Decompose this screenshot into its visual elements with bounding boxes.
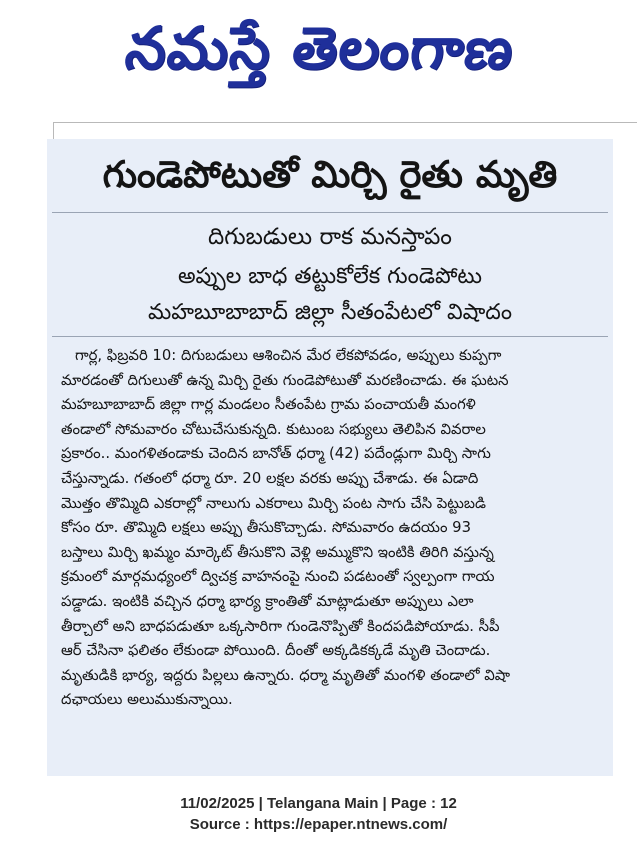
source-footer: [0, 793, 637, 835]
divider: [52, 336, 608, 337]
source-link[interactable]: Source : https://epaper.ntnews.com/: [189, 816, 448, 833]
publication-meta: 11/02/2025 | Telangana Main | Page : 12: [180, 795, 457, 812]
divider: [52, 212, 608, 213]
article-headline: గుండెపోటుతో మిర్చి రైతు మృతి: [102, 153, 558, 196]
article-subheading: [47, 259, 613, 331]
body-line: క్రమంలో మార్గమధ్యంలో ద్విచక్ర వాహనంపై నుంచి పడటంతో స్వల్పంగా గాయ: [61, 568, 495, 586]
body-line: చేస్తున్నాడు. గతంలో ధర్మా రూ. 20 లక్షల వరకు అప్పు చేశాడు. ఈ ఏడాది: [61, 469, 479, 487]
body-line: బస్తాలు మిర్చి ఖమ్మం మార్కెట్ తీసుకొని వెళ్లి అమ్ముకొని ఇంటికి తిరిగి వస్తున్న: [61, 543, 494, 561]
article-clipping: [47, 139, 613, 776]
body-line: దఛాయలు అలుముకున్నాయి.: [61, 691, 233, 709]
body-line: గార్ల, ఫిబ్రవరి 10: దిగుబడులు ఆశించిన మేర లేకపోవడం, అప్పులు కుప్పగా: [75, 347, 502, 364]
subheading-line: మహబూబాబాద్ జిల్లా సీతంపేటలో విషాదం: [148, 300, 512, 325]
body-line: మొత్తం తొమ్మిది ఎకరాల్లో నాలుగు ఎకరాలు మిర్చి పంట సాగు చేసి పెట్టుబడి: [61, 494, 486, 512]
body-line: కోసం రూ. తొమ్మిది లక్షలు అప్పు తీసుకొచ్చాడు. సోమవారం ఉదయం 93: [61, 519, 471, 537]
subheading-line: అప్పుల బాధ తట్టుకోలేక గుండెపోటు: [177, 264, 483, 289]
body-line: మహబూబాబాద్ జిల్లా గార్ల మండలం సీతంపేట గ్రామ పంచాయతీ మంగళి: [61, 396, 476, 414]
article-subheading: దిగుబడులు రాక మనస్తాపం: [208, 224, 452, 250]
article-body: [61, 344, 605, 713]
body-line: తండాలో సోమవారం చోటుచేసుకున్నది. కుటుంబ సభ్యులు తెలిపిన వివరాల: [61, 420, 486, 438]
masthead: [0, 0, 637, 110]
divider: [53, 122, 637, 123]
body-line: తీర్చాలో అని బాధపడుతూ ఒక్కసారిగా గుండెనొప్పితో కిందపడిపోయాడు. సీపీ: [61, 617, 500, 635]
body-line: పడ్డాడు. ఇంటికి వచ్చిన ధర్మా భార్య క్రాంతితో మాట్లాడుతూ అప్పులు ఎలా: [61, 592, 474, 610]
body-line: మారడంతో దిగులుతో ఉన్న మిర్చి రైతు గుండెపోటుతో మరణించాడు. ఈ ఘటన: [61, 371, 509, 389]
body-line: మృతుడికి భార్య, ఇద్దరు పిల్లలు ఉన్నారు. ధర్మా మృతితో మంగళి తండాలో విషా: [61, 666, 511, 684]
newspaper-logo: నమస్తే తెలంగాణ: [121, 13, 517, 82]
body-line: ప్రకారం.. మంగళితండాకు చెందిన బానోత్ ధర్మా (42) పదేండ్లుగా మిర్చి సాగు: [61, 445, 491, 463]
body-line: ఆర్ చేసినా ఫలితం లేకుండా పోయింది. దీంతో అక్కడికక్కడే మృతి చెందాడు.: [61, 642, 491, 660]
